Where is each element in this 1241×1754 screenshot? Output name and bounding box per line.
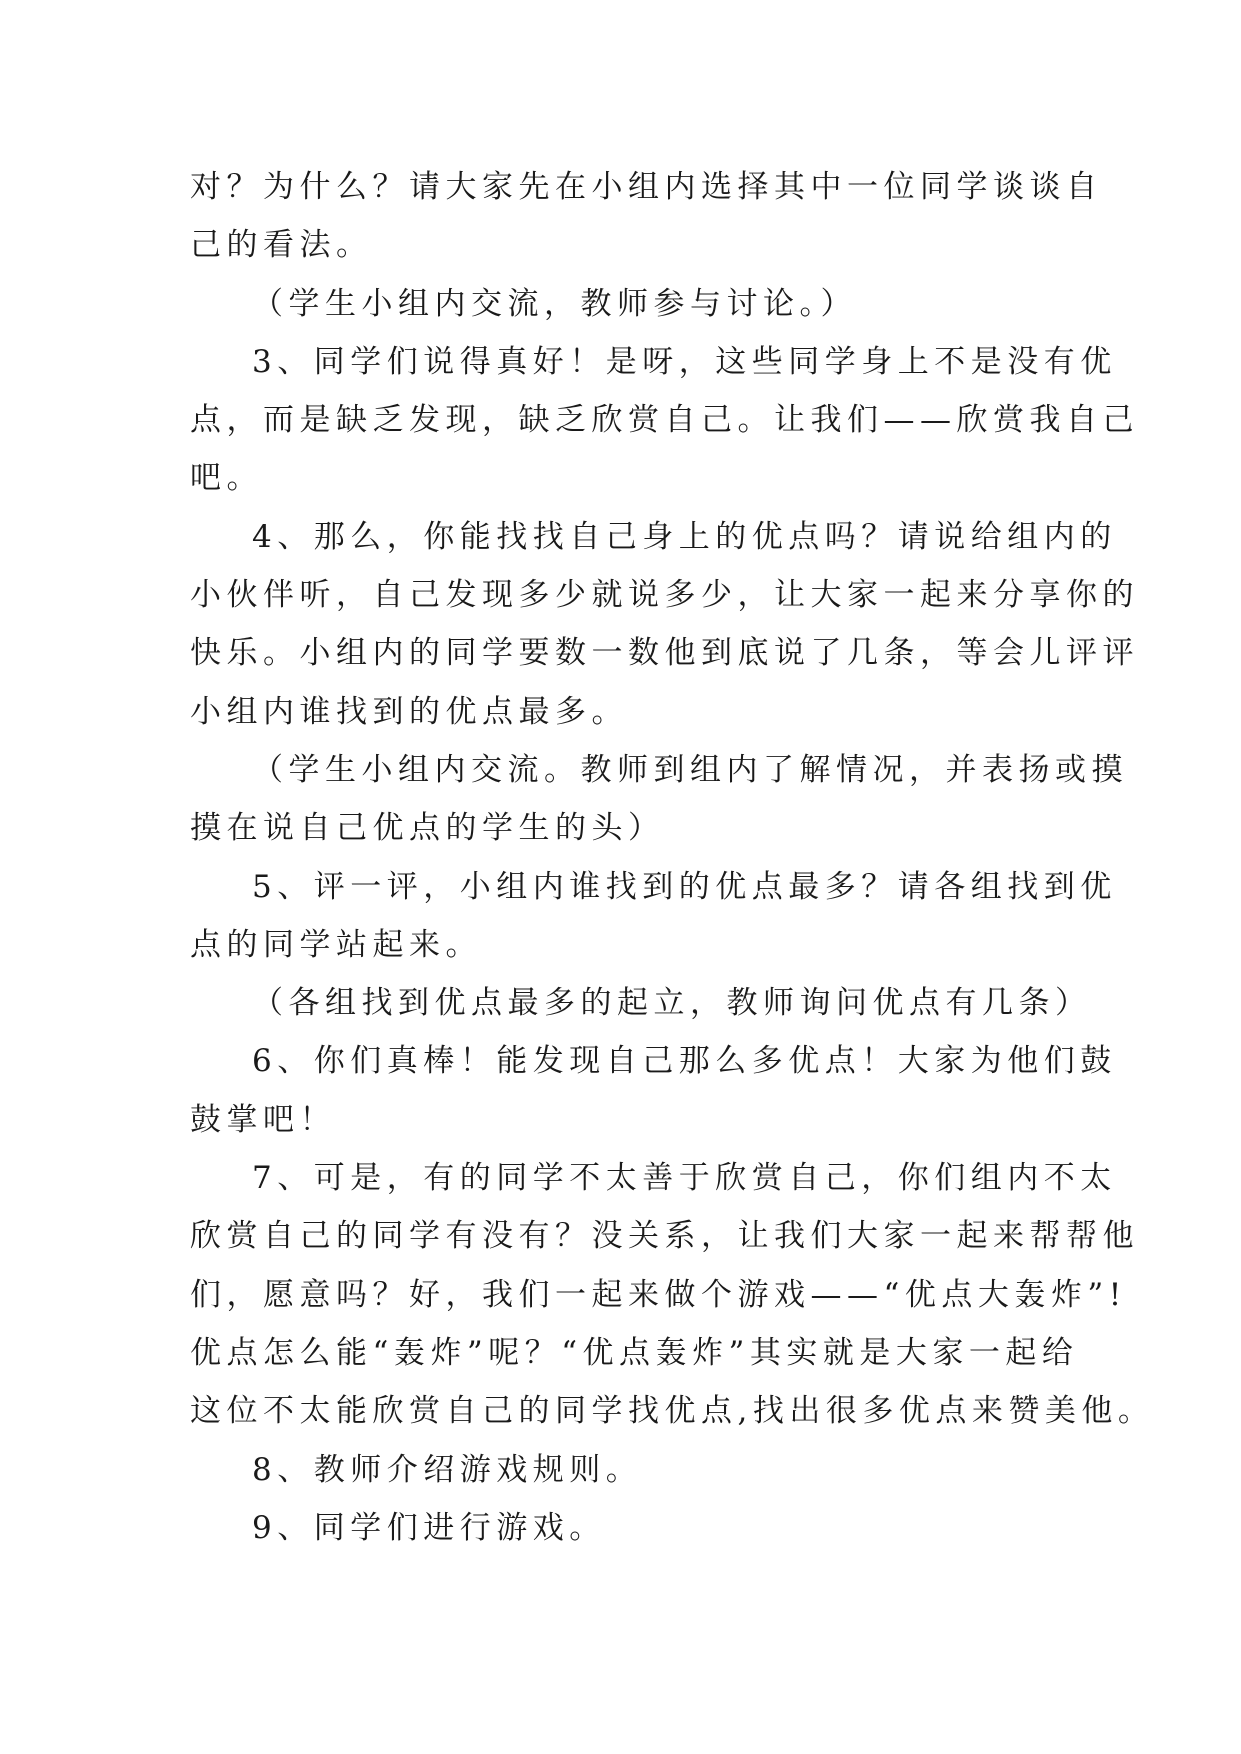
- text-line: 吧。: [190, 460, 263, 497]
- text-line: 快乐。小组内的同学要数一数他到底说了几条，等会儿评评: [190, 635, 1139, 672]
- text-line: 鼓掌吧！: [190, 1101, 336, 1138]
- text-line: 4、那么，你能找找自己身上的优点吗？请说给组内的: [252, 518, 1117, 555]
- text-line: 3、同学们说得真好！是呀，这些同学身上不是没有优: [252, 343, 1117, 380]
- text-line: 8、教师介绍游戏规则。: [252, 1451, 643, 1488]
- text-line: 小组内谁找到的优点最多。: [190, 693, 628, 730]
- text-line: 点，而是缺乏发现，缺乏欣赏自己。让我们——欣赏我自己: [190, 402, 1139, 439]
- text-line: （学生小组内交流，教师参与讨论。）: [252, 285, 857, 322]
- text-line: 摸在说自己优点的学生的头）: [190, 810, 665, 847]
- document-body: [190, 158, 1155, 1557]
- text-line: 对？为什么？请大家先在小组内选择其中一位同学谈谈自: [190, 169, 1103, 205]
- text-line: 们，愿意吗？好，我们一起来做个游戏——“优点大轰炸”!: [190, 1276, 1127, 1313]
- text-line: 欣赏自己的同学有没有？没关系，让我们大家一起来帮帮他: [190, 1218, 1139, 1255]
- text-line: （各组找到优点最多的起立，教师询问优点有几条）: [252, 985, 1092, 1022]
- text-line: 9、同学们进行游戏。: [252, 1509, 606, 1546]
- text-line: 优点怎么能“轰炸”呢？“优点轰炸”其实就是大家一起给: [190, 1334, 1079, 1371]
- text-line: 这位不太能欣赏自己的同学找优点,找出很多优点来赞美他。: [190, 1393, 1155, 1430]
- text-line: 5、评一评，小组内谁找到的优点最多？请各组找到优: [252, 868, 1117, 905]
- text-line: 小伙伴听，自己发现多少就说多少，让大家一起来分享你的: [190, 577, 1139, 614]
- text-line: （学生小组内交流。教师到组内了解情况，并表扬或摸: [252, 751, 1128, 788]
- text-line: 7、可是，有的同学不太善于欣赏自己，你们组内不太: [252, 1160, 1117, 1197]
- text-line: 6、你们真棒！能发现自己那么多优点！大家为他们鼓: [252, 1043, 1117, 1080]
- text-line: 己的看法。: [190, 227, 373, 264]
- text-line: 点的同学站起来。: [190, 926, 482, 963]
